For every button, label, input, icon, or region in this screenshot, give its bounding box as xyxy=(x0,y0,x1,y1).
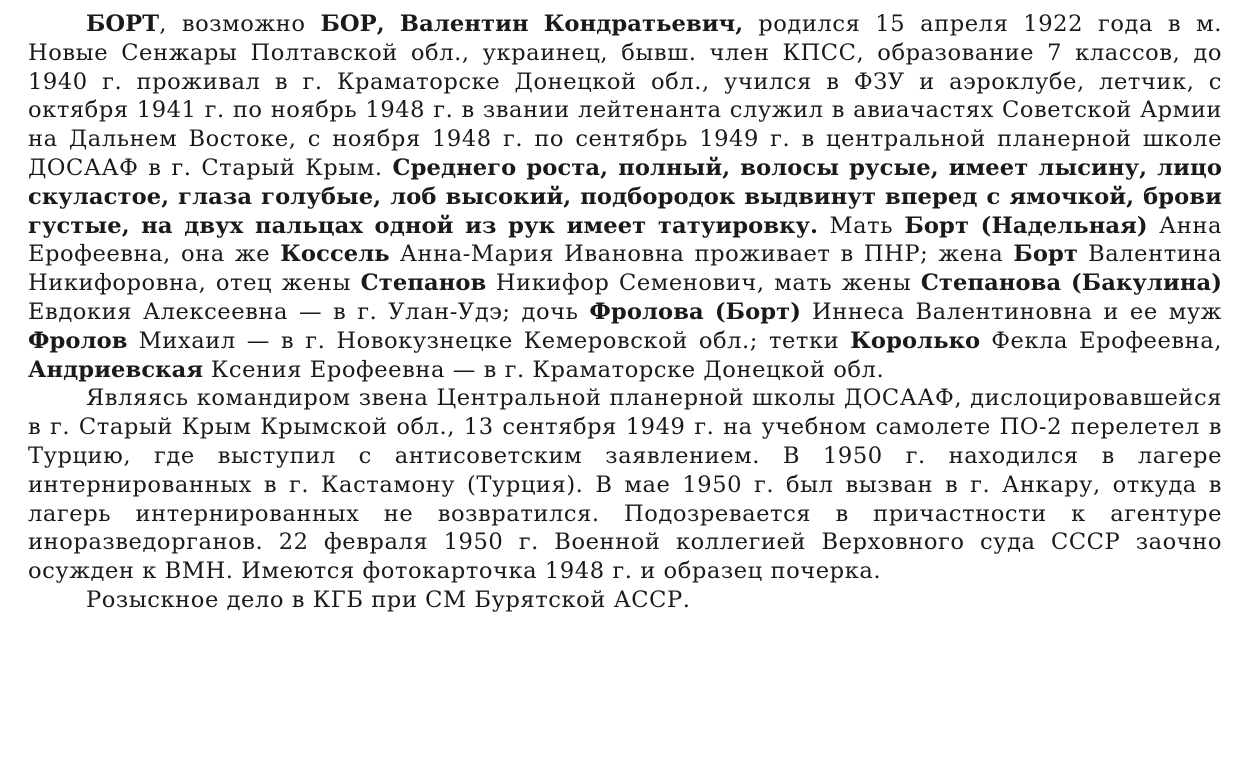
bold-text-run: Королько xyxy=(850,327,981,354)
bold-text-run: Фролова (Борт) xyxy=(589,298,802,325)
bold-text-run: БОР, Валентин Кондратьевич, xyxy=(320,11,744,37)
bold-text-run: Фролов xyxy=(28,327,128,354)
bold-text-run: Среднего роста, полный, волосы русые, имеет лысину, лицо скуластое, глаза голубые, лоб высокий, подбородок выдвинут вперед с ямочкой, брови густые, на двух пальцах одной из рук имеет татуировку. xyxy=(28,154,1222,239)
bold-text-run: Коссель xyxy=(280,241,390,268)
paragraph-search-file xyxy=(28,586,1222,615)
bold-text-run: Андриевская xyxy=(28,356,204,383)
paragraph-biography xyxy=(28,10,1222,384)
bold-text-run: Борт (Надельная) xyxy=(904,212,1148,239)
text-run: Ксения Ерофеевна — в г. Краматорске Донецкой обл. xyxy=(203,356,885,383)
text-run: Иннеса Валентиновна и ее муж xyxy=(801,298,1222,325)
text-run: , возможно xyxy=(159,11,321,37)
text-run: Являясь командиром звена Центральной планерной школы ДОСААФ, дислоцировавшейся в г. Старый Крым Крымской обл., 13 сентября 1949 г. на учебном самолете ПО-2 перелетел в Турцию, где выступил с антисоветским заявлением. В 1950 г. находился в лагере интернированных в г. Кастамону (Турция). В мае 1950 г. был вызван в г. Анкару, откуда в лагерь интернированных не возвратился. Подозревается в причастности к агентуре иноразведорганов. 22 февраля 1950 г. Военной коллегией Верховного суда СССР заочно осужден к ВМН. Имеются фотокарточка 1948 г. и образец почерка. xyxy=(28,385,1222,585)
text-run: Валентина Никифоровна, отец жены xyxy=(28,241,1222,297)
text-run: Анна Ерофеевна, она же xyxy=(28,212,1222,268)
bold-text-run: Борт xyxy=(1013,241,1078,268)
text-run: Анна-Мария Ивановна проживает в ПНР; жена xyxy=(389,241,1014,268)
text-run: Михаил — в г. Новокузнецке Кемеровской обл.; тетки xyxy=(127,327,851,354)
text-run: Евдокия Алексеевна — в г. Улан-Удэ; дочь xyxy=(28,298,590,325)
text-run: родился 15 апреля 1922 года в м. Новые Сенжары Полтавской обл., украинец, бывш. член КПСС, образование 7 классов, до 1940 г. проживал в г. Краматорске Донецкой обл., учился в ФЗУ и аэроклубе, летчик, с октября 1941 г. по ноябрь 1948 г. в звании лейтенанта служил в авиачастях Советской Армии на Дальнем Востоке, с ноября 1948 г. по сентябрь 1949 г. в центральной планерной школе ДОСААФ в г. Старый Крым. xyxy=(28,11,1222,181)
text-run: Мать xyxy=(818,212,905,239)
text-run: Розыскное дело в КГБ при СМ Бурятской АССР. xyxy=(86,586,691,613)
text-run: Фекла Ерофеевна, xyxy=(980,327,1222,354)
bold-text-run: БОРТ xyxy=(86,11,160,37)
document-page xyxy=(28,10,1222,615)
bold-text-run: Степанов xyxy=(360,270,487,297)
bold-text-run: Степанова (Бакулина) xyxy=(920,270,1222,297)
paragraph-defection xyxy=(28,384,1222,586)
text-run: Никифор Семенович, мать жены xyxy=(486,270,921,297)
